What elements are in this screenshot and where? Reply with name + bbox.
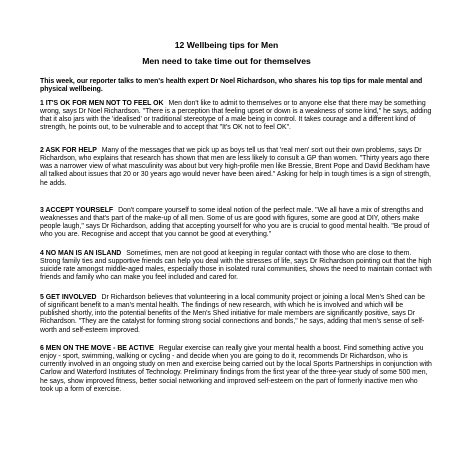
tip-paragraph-4	[40, 250, 432, 283]
tip-paragraph-2	[40, 147, 432, 188]
tip-heading-6: 6 MEN ON THE MOVE - BE ACTIVE	[40, 345, 154, 352]
tip-body-6: Regular exercise can really give your mental health a boost. Find something active you enjoy - sport, swimming, walking or cycling - and decide when you are going to do it, recommends Dr Richardson, who is currently involved in an ongoing study on men and exercise being carried out by the local Sports Partnerships in conjunction with Carlow and Waterford Institutes of Technology. Preliminary findings from the first year of the three-year study of some 500 men, he says, show improved fitness, better social networking and improved self-esteem on the part of formerly inactive men who took up a form of exercise.	[40, 345, 432, 393]
tip-heading-5: 5 GET INVOLVED	[40, 294, 97, 301]
tip-heading-2: 2 ASK FOR HELP	[40, 147, 97, 154]
tip-body-5: Dr Richardson believes that volunteering in a local community project or joining a local Men's Shed can be of significant benefit to a man's mental health. The findings of new research, with which he is involved and which will be published shortly, into the potential benefits of the Men's Shed initiative for male members are significantly positive, says Dr Richardson. "They are the catalyst for forming strong social connections and bonds," he says, adding that men's sense of self-worth and self-esteem improved.	[40, 294, 425, 334]
tip-heading-4: 4 NO MAN IS AN ISLAND	[40, 250, 122, 257]
document-subtitle: Men need to take time out for themselves	[142, 56, 311, 66]
tip-body-3: Don't compare yourself to some ideal notion of the perfect male. "We all have a mix of strengths and weaknesses and that's part of the make-up of all men. Some of us are good with figures, some are good at DIY, others make people laugh," says Dr Richardson, adding that accepting yourself for who you are is crucial to good mental health. "Be proud of who you are. Recognise and accept that you cannot be good at everything."	[40, 207, 430, 239]
intro-paragraph: This week, our reporter talks to men's health expert Dr Noel Richardson, who shares his top tips for male mental and physical wellbeing.	[40, 78, 423, 94]
tip-body-4: Sometimes, men are not good at keeping in regular contact with those who are close to them. Strong family ties and supportive friends can help you deal with the stresses of life, says Dr Richardson pointing out that the high suicide rate amongst middle-aged males, especially those in isolated rural communities, shows the need to maintain contact with friends and family who can make you feel included and cared for.	[40, 250, 432, 282]
tip-body-2: Many of the messages that we pick up as boys tell us that 'real men' sort out their own problems, says Dr Richardson, who explains that research has shown that men are less likely to consult a GP than women. "Thirty years ago there was a narrower view of what masculinity was about but very high-profile men like Bressie, Brent Pope and David Beckham have all talked about issues that 20 or 30 years ago would never have been aired." Asking for help in tough times is a sign of strength, he adds.	[40, 147, 431, 187]
document-title: 12 Wellbeing tips for Men	[174, 40, 279, 50]
tip-heading-1: 1 IT'S OK FOR MEN NOT TO FEEL OK	[40, 100, 164, 107]
tip-paragraph-6	[40, 345, 432, 394]
tip-heading-3: 3 ACCEPT YOURSELF	[40, 207, 114, 214]
tip-paragraph-3	[40, 207, 432, 240]
tip-body-1: Men don't like to admit to themselves or to anyone else that there may be something wrong, says Dr Noel Richardson. "There is a perception that feeling upset or down is a weakness of some kind," he says, adding that it also jars with the 'idealised' or traditional stereotype of a male being in control. It takes courage and a different kind of strength, he points out, to be vulnerable and to accept that "It's OK not to feel OK".	[40, 100, 432, 132]
tip-paragraph-1	[40, 100, 432, 133]
tip-paragraph-5	[40, 294, 432, 335]
